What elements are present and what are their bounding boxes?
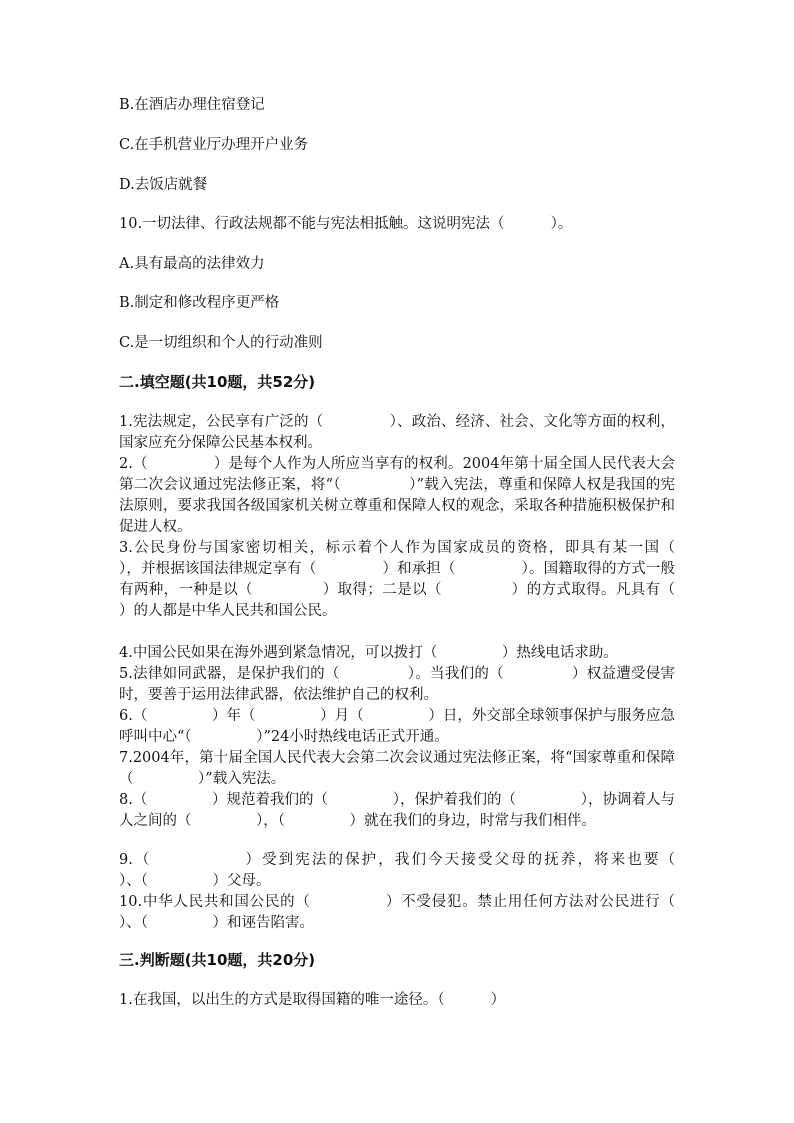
fill-question-9: 9.（ ）受到宪法的保护，我们今天接受父母的抚养，将来也要（ ）、（ ）父母。	[119, 852, 740, 889]
section-heading-fill: 二.填空题(共10题，共52分)	[119, 373, 316, 391]
fill-question-2: 2.（ ）是每个人作为人所应当享有的权利。2004年第十届全国人民代表大会第二次会议通过宪法修正案，将“（ ）”载入宪法，尊重和保障人权是我国的宪法原则，要求我国各级国家机关树立尊重和保障人权的观念，采取各种措施积极保护和促进人权。	[119, 456, 675, 535]
fill-question-10: 10.中华人民共和国公民的（ ）不受侵犯。禁止用任何方法对公民进行（ ）、（ ）和诬告陷害。	[119, 894, 740, 931]
fill-question-8: 8.（ ）规范着我们的（ ），保护着我们的（ ），协调着人与人之间的（ ），（ ）就在我们的身边，时常与我们相伴。	[119, 792, 675, 829]
option-q10-c: C.是一切组织和个人的行动准则	[119, 335, 323, 351]
option-q10-b: B.制定和修改程序更严格	[119, 295, 280, 311]
option-q9-b: B.在酒店办理住宿登记	[119, 97, 265, 113]
option-q9-c: C.在手机营业厅办理开户业务	[119, 137, 309, 153]
fill-question-6: 6.（ ）年（ ）月（ ）日，外交部全球领事保护与服务应急呼叫中心“（ ）”24小时热线电话正式开通。	[119, 708, 675, 745]
option-q10-a: A.具有最高的法律效力	[119, 256, 265, 272]
fill-question-3: 3.公民身份与国家密切相关，标示着个人作为国家成员的资格，即具有某一国（ ），并根据该国法律规定享有（ ）和承担（ ）。国籍取得的方式一般有两种，一种是以（ ）取得；二是以（ ）的方式取得。凡具有（ ）的人都是中华人民共和国公民。	[119, 540, 740, 619]
fill-question-5: 5.法律如同武器，是保护我们的（ ）。当我们的（ ）权益遭受侵害时，要善于运用法律武器，依法维护自己的权利。	[119, 666, 675, 703]
fill-question-1: 1.宪法规定，公民享有广泛的（ ）、政治、经济、社会、文化等方面的权利，国家应充分保障公民基本权利。	[119, 414, 675, 451]
question-10-stem: 10.一切法律、行政法规都不能与宪法相抵触。这说明宪法（ ）。	[119, 216, 573, 232]
fill-question-4: 4.中国公民如果在海外遇到紧急情况，可以拨打（ ）热线电话求助。	[119, 645, 618, 661]
section-heading-judge: 三.判断题(共10题，共20分)	[119, 951, 316, 969]
judge-question-1: 1.在我国，以出生的方式是取得国籍的唯一途径。（ ）	[119, 992, 506, 1008]
option-q9-d: D.去饭店就餐	[119, 177, 208, 193]
fill-question-7: 7.2004年，第十届全国人民代表大会第二次会议通过宪法修正案，将“国家尊重和保障（ ）”载入宪法。	[119, 750, 675, 787]
